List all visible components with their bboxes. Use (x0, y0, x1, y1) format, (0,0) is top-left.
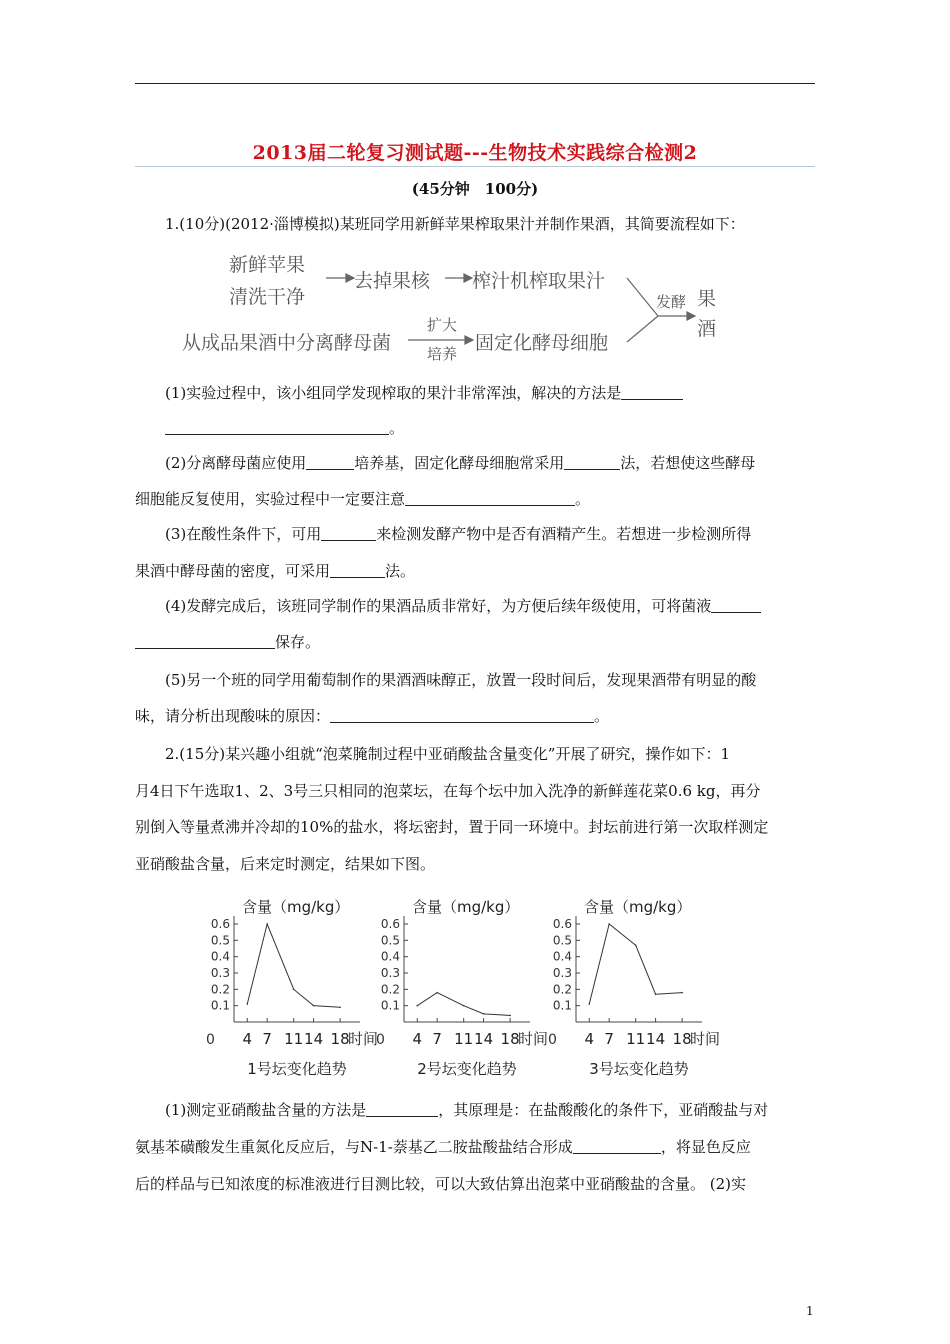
q1-sub2-line2 (135, 489, 815, 509)
q1-sub3-text-a: (3)在酸性条件下，可用 (165, 525, 322, 543)
chart-data-point (483, 1013, 485, 1015)
chart-jar-2 (370, 890, 560, 1090)
chart-x-tick-label: 18 (500, 1030, 520, 1048)
answer-blank (321, 526, 376, 541)
chart-data-point (339, 1007, 341, 1009)
q1-sub3-line2 (135, 561, 815, 581)
chart-x-tick-label: 11 (284, 1030, 304, 1048)
chart-2-svg (370, 890, 560, 1090)
chart-data-point (509, 1015, 511, 1017)
q1-sub1-line2 (135, 418, 815, 438)
q1-sub4-text-b: 保存。 (275, 633, 321, 651)
chart-data-point (313, 1005, 315, 1007)
answer-blank (405, 491, 575, 506)
title-underline (135, 166, 815, 167)
flow-diagram (180, 246, 740, 362)
q1-sub5-text-a: (5)另一个班的同学用葡萄制作的果酒酒味醇正，放置一段时间后，发现果酒带有明显的酸 (165, 671, 757, 689)
chart-3-svg (542, 890, 732, 1090)
chart-y-tick-label: 0.5 (210, 933, 230, 948)
flow-box-fresh-apple: 新鲜苹果 (229, 254, 306, 276)
chart-y-tick-label: 0.2 (210, 982, 230, 997)
page-subtitle: (45分钟 100分) (411, 180, 539, 198)
q2-line1: 2.(15分)某兴趣小组就“泡菜腌制过程中亚硝酸盐含量变化”开展了研究，操作如下：1 (165, 745, 730, 763)
answer-blank (135, 634, 275, 649)
chart-title: 3号坛变化趋势 (589, 1060, 689, 1078)
flow-box-juicer: 榨汁机榨取果汁 (472, 270, 606, 292)
flow-box-wash: 清洗干净 (229, 286, 306, 308)
q1-sub1-end: 。 (389, 419, 405, 437)
q1-sub3-text-b: 来检测发酵产物中是否有酒精产生。若想进一步检测所得 (376, 525, 752, 543)
chart-x-tick-label: 11 (626, 1030, 646, 1048)
chart-y-tick-label: 0.4 (552, 949, 572, 964)
header-rule (135, 83, 815, 84)
q2-line2: 月4日下午选取1、2、3号三只相同的泡菜坛，在每个坛中加入洗净的新鲜莲花菜0.6 kg，再分 (135, 782, 761, 800)
chart-data-point (246, 1003, 248, 1005)
flow-label-expand: 扩大 (427, 316, 458, 334)
q2-sub1-text-b: ，其原理是：在盐酸酸化的条件下，亚硝酸盐与对 (438, 1101, 769, 1119)
q2-sub1-line1 (135, 1100, 815, 1120)
page-number: 1 (806, 1304, 814, 1318)
chart-series-line (247, 924, 340, 1007)
answer-blank (573, 1139, 661, 1154)
flow-box-immobilized-yeast: 固定化酵母细胞 (475, 332, 609, 354)
page-title: 2013届二轮复习测试题---生物技术实践综合检测2 (252, 142, 698, 164)
chart-x-tick-label: 14 (646, 1030, 666, 1048)
chart-origin-label: 0 (206, 1032, 215, 1048)
flow-label-culture: 培养 (427, 345, 458, 363)
chart-y-tick-label: 0.4 (210, 949, 230, 964)
chart-x-tick-label: 7 (432, 1030, 442, 1048)
q1-sub1-line1 (135, 383, 815, 403)
chart-x-axis-label: 时间 (347, 1030, 379, 1048)
flow-result-wine: 酒 (697, 318, 717, 340)
chart-origin-label: 0 (548, 1032, 557, 1048)
q2-sub1-line2 (135, 1137, 815, 1157)
q1-sub2-line1 (135, 453, 815, 473)
chart-data-point (635, 944, 637, 946)
flow-box-isolate-yeast: 从成品果酒中分离酵母菌 (182, 332, 392, 354)
chart-series-line (417, 993, 510, 1016)
chart-y-tick-label: 0.6 (380, 917, 400, 931)
q1-sub5-text-b: 味，请分析出现酸味的原因： (135, 707, 331, 725)
answer-blank (621, 385, 683, 400)
chart-y-tick-label: 0.5 (380, 933, 400, 948)
q1-stem: 1.(10分)(2012·淄博模拟)某班同学用新鲜苹果榨取果汁并制作果酒，其简要流程如下： (165, 215, 745, 233)
q1-sub5-line1 (135, 670, 815, 690)
chart-x-axis-label: 时间 (517, 1030, 549, 1048)
chart-y-tick-label: 0.3 (552, 966, 572, 980)
chart-y-tick-label: 0.6 (210, 917, 230, 931)
q2-sub1-line3: 后的样品与已知浓度的标准液进行目测比较，可以大致估算出泡菜中亚硝酸盐的含量。 (2)实 (135, 1175, 747, 1193)
chart-series-line (589, 924, 682, 1004)
chart-x-tick-label: 7 (262, 1030, 272, 1048)
q1-sub2-text-a: (2)分离酵母菌应使用 (165, 454, 307, 472)
q1-sub2-text-e: 。 (575, 490, 591, 508)
chart-y-tick-label: 0.1 (552, 998, 572, 1013)
chart-x-tick-label: 18 (672, 1030, 692, 1048)
q1-sub1-text: (1)实验过程中，该小组同学发现榨取的果汁非常浑浊，解决的方法是 (165, 384, 622, 402)
q1-sub5-text-c: 。 (594, 707, 610, 725)
answer-blank (711, 598, 761, 613)
chart-x-tick-label: 11 (454, 1030, 474, 1048)
chart-y-tick-label: 0.3 (210, 966, 230, 980)
q1-sub3-text-d: 法。 (385, 562, 416, 580)
flow-label-ferment: 发酵 (656, 293, 687, 311)
q1-sub2-text-d: 细胞能反复使用，实验过程中一定要注意 (135, 490, 406, 508)
chart-y-tick-label: 0.5 (552, 933, 572, 948)
q1-sub4-text-a: (4)发酵完成后，该班同学制作的果酒品质非常好，为方便后续年级使用，可将菌液 (165, 597, 712, 615)
flow-result-fruit: 果 (697, 288, 717, 310)
chart-data-point (681, 992, 683, 994)
chart-title: 1号坛变化趋势 (247, 1060, 347, 1078)
chart-origin-label: 0 (376, 1032, 385, 1048)
answer-blank (165, 420, 389, 435)
answer-blank (306, 455, 354, 470)
chart-jar-3 (542, 890, 732, 1090)
chart-y-tick-label: 0.2 (380, 982, 400, 997)
chart-1-svg (200, 890, 390, 1090)
chart-y-tick-label: 0.1 (380, 998, 400, 1013)
chart-data-point (608, 923, 610, 925)
chart-data-point (588, 1003, 590, 1005)
chart-data-point (436, 992, 438, 994)
chart-x-tick-label: 18 (330, 1030, 350, 1048)
chart-x-tick-label: 14 (474, 1030, 494, 1048)
chart-title: 2号坛变化趋势 (417, 1060, 517, 1078)
q2-line3: 别倒入等量煮沸并冷却的10%的盐水，将坛密封，置于同一环境中。封坛前进行第一次取样测定 (135, 818, 769, 836)
q1-sub3-line1 (135, 524, 815, 544)
answer-blank (330, 563, 385, 578)
chart-x-tick-label: 4 (412, 1030, 423, 1048)
chart-data-point (266, 923, 268, 925)
chart-y-axis-label: 含量（mg/kg） (412, 898, 520, 916)
q2-line4: 亚硝酸盐含量，后来定时测定，结果如下图。 (135, 855, 436, 873)
answer-blank (330, 708, 594, 723)
q1-sub5-line2 (135, 706, 815, 726)
q2-sub1-text-d: ，将显色反应 (660, 1138, 751, 1156)
chart-y-tick-label: 0.4 (380, 949, 400, 964)
q2-sub1-text-c: 氨基苯磺酸发生重氮化反应后，与N-1-萘基乙二胺盐酸盐结合形成 (135, 1138, 573, 1156)
chart-y-tick-label: 0.2 (552, 982, 572, 997)
nitrite-charts (200, 890, 770, 1090)
chart-data-point (655, 993, 657, 995)
flow-box-remove-core: 去掉果核 (354, 270, 431, 292)
answer-blank (564, 455, 620, 470)
chart-x-tick-label: 14 (304, 1030, 324, 1048)
chart-data-point (463, 1005, 465, 1007)
q1-sub4-line1 (135, 596, 815, 616)
chart-x-axis-label: 时间 (689, 1030, 721, 1048)
chart-x-tick-label: 4 (584, 1030, 595, 1048)
q2-sub1-text-a: (1)测定亚硝酸盐含量的方法是 (165, 1101, 367, 1119)
answer-blank (366, 1102, 438, 1117)
chart-y-axis-label: 含量（mg/kg） (242, 898, 350, 916)
q1-sub4-line2 (135, 632, 815, 652)
chart-x-tick-label: 4 (242, 1030, 253, 1048)
q1-sub3-text-c: 果酒中酵母菌的密度，可采用 (135, 562, 331, 580)
chart-data-point (293, 989, 295, 991)
chart-y-axis-label: 含量（mg/kg） (584, 898, 692, 916)
q1-sub2-text-b: 培养基，固定化酵母细胞常采用 (354, 454, 565, 472)
chart-y-tick-label: 0.1 (210, 998, 230, 1013)
chart-y-tick-label: 0.6 (552, 917, 572, 931)
chart-data-point (416, 1005, 418, 1007)
chart-x-tick-label: 7 (604, 1030, 614, 1048)
chart-y-tick-label: 0.3 (380, 966, 400, 980)
chart-jar-1 (200, 890, 390, 1090)
q1-sub2-text-c: 法，若想使这些酵母 (620, 454, 756, 472)
